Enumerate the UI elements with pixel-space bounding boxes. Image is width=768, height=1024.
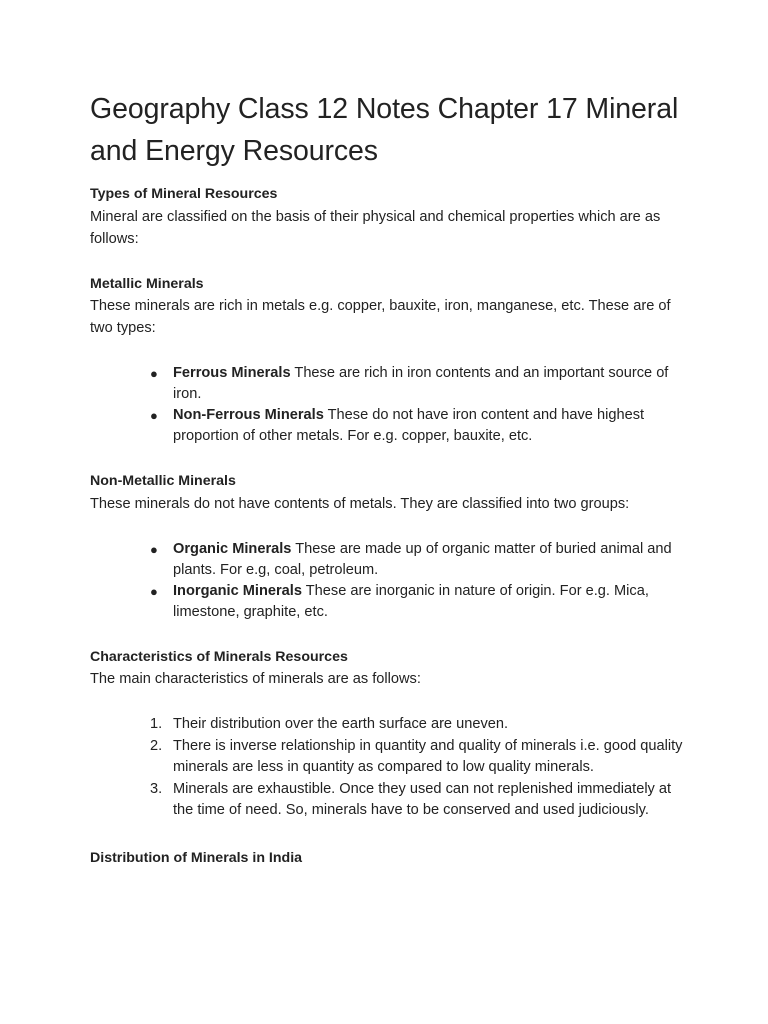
list-item-number: 2. bbox=[150, 737, 163, 754]
list-item-text: There is inverse relationship in quantity and quality of minerals i.e. good quality minerals are less in quantity as compared to low quality minerals. bbox=[173, 737, 683, 776]
characteristics-heading: Characteristics of Minerals Resources bbox=[90, 648, 348, 665]
list-item bbox=[150, 714, 690, 736]
list-item bbox=[150, 581, 690, 623]
list-item bbox=[150, 539, 690, 581]
list-item bbox=[150, 779, 690, 822]
bullet-icon: ● bbox=[150, 583, 158, 599]
non-metallic-list bbox=[90, 539, 690, 623]
non-metallic-heading: Non-Metallic Minerals bbox=[90, 473, 236, 489]
types-heading: Types of Mineral Resources bbox=[90, 186, 278, 202]
bullet-icon: ● bbox=[150, 541, 158, 557]
list-item-text: Their distribution over the earth surface are uneven. bbox=[173, 716, 509, 732]
non-metallic-intro: These minerals do not have contents of metals. They are classified into two groups: bbox=[90, 495, 630, 512]
characteristics-list bbox=[90, 714, 690, 822]
list-item-text: These are inorganic in nature of origin. For e.g. Mica, limestone, graphite, etc. bbox=[173, 582, 649, 620]
metallic-list bbox=[90, 363, 690, 447]
list-item-term: Ferrous Minerals bbox=[173, 365, 291, 381]
list-item-term: Inorganic Minerals bbox=[173, 582, 302, 599]
list-item-number: 1. bbox=[150, 716, 163, 732]
list-item-term: Organic Minerals bbox=[173, 540, 292, 557]
metallic-heading: Metallic Minerals bbox=[90, 275, 204, 292]
list-item-text: Minerals are exhaustible. Once they used can not replenished immediately at the time of need. So, minerals have to be conserved and used judiciously. bbox=[173, 780, 672, 819]
list-item-term: Non-Ferrous Minerals bbox=[173, 407, 324, 423]
page-title: Geography Class 12 Notes Chapter 17 Mineral and Energy Resources bbox=[90, 93, 679, 167]
list-item-text: These are rich in iron contents and an important source of iron. bbox=[173, 365, 669, 402]
document-page bbox=[90, 88, 690, 869]
list-item-number: 3. bbox=[150, 780, 163, 797]
list-item bbox=[150, 405, 690, 447]
list-item bbox=[150, 736, 690, 779]
bullet-icon: ● bbox=[150, 408, 158, 423]
list-item-text: These do not have iron content and have highest proportion of other metals. For e.g. copper, bauxite, etc. bbox=[173, 407, 645, 444]
characteristics-intro: The main characteristics of minerals are as follows: bbox=[90, 671, 421, 687]
types-intro: Mineral are classified on the basis of their physical and chemical properties which are as follows: bbox=[90, 208, 661, 247]
bullet-icon: ● bbox=[150, 366, 158, 381]
distribution-heading: Distribution of Minerals in India bbox=[90, 849, 303, 866]
list-item bbox=[150, 363, 690, 405]
list-item-text: These are made up of organic matter of buried animal and plants. For e.g, coal, petroleum. bbox=[173, 540, 672, 578]
metallic-intro: These minerals are rich in metals e.g. copper, bauxite, iron, manganese, etc. These are of two types: bbox=[90, 298, 671, 336]
